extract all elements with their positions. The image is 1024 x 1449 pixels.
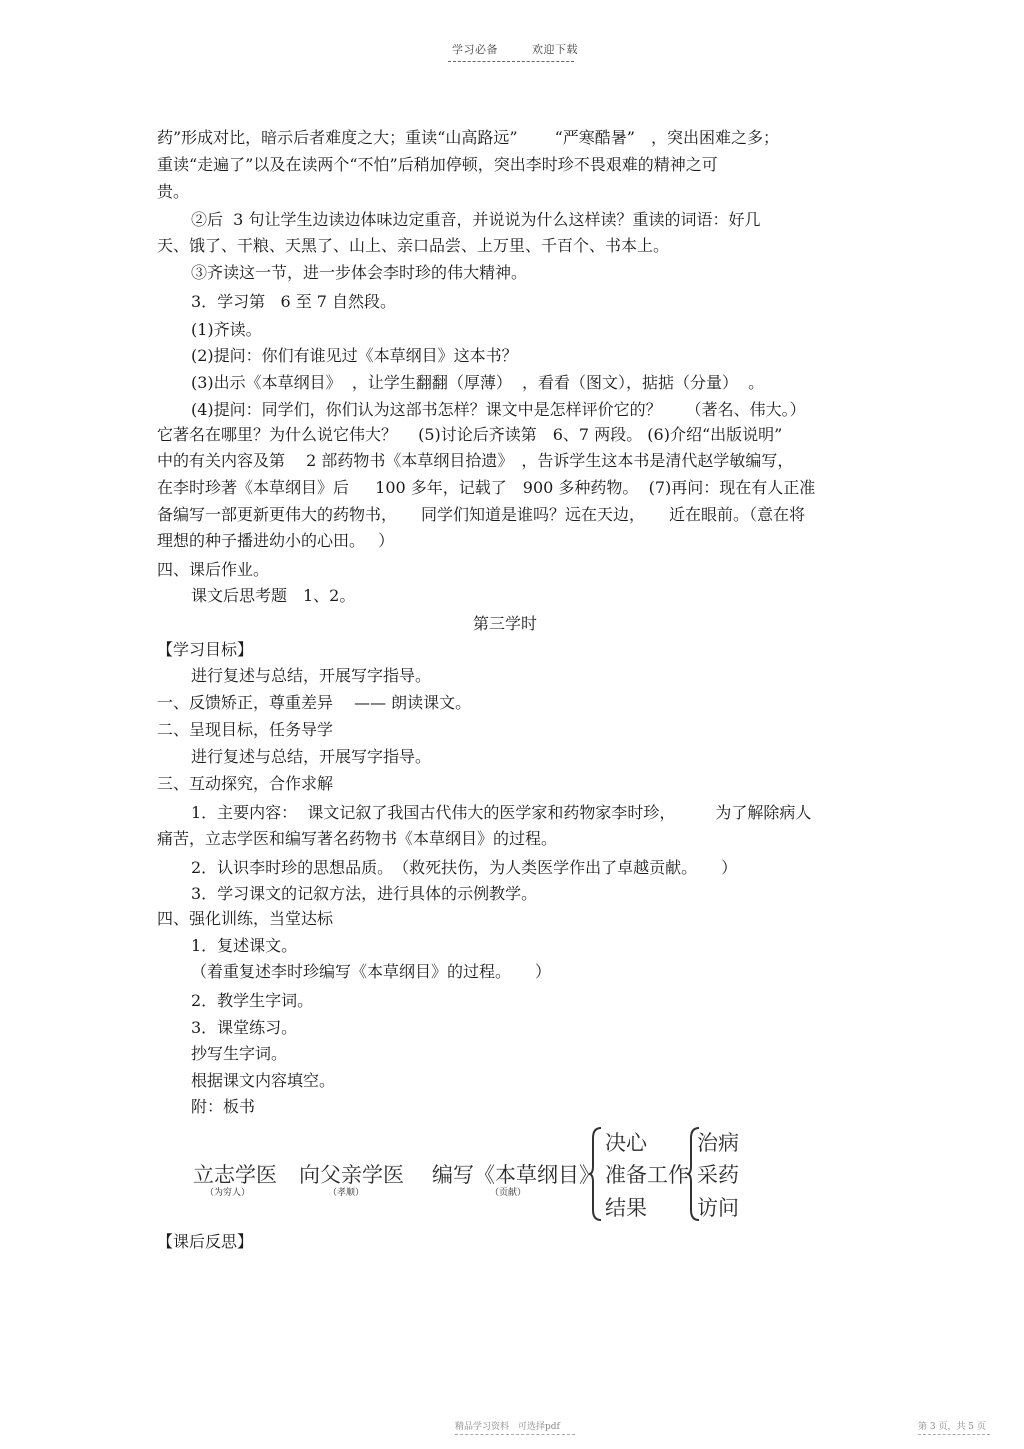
footer-divider <box>918 1434 990 1435</box>
board-item: 向父亲学医 <box>299 1163 404 1187</box>
section-heading: 二、呈现目标，任务导学 <box>157 720 334 739</box>
text-line: 痛苦，立志学医和编写著名药物书《本草纲目》的过程。 <box>157 829 558 848</box>
board-sub: （孝顺） <box>328 1188 365 1198</box>
text-line: 进行复述与总结，开展写字指导。 <box>191 747 432 766</box>
footer-divider <box>455 1434 575 1435</box>
board-col1-item: 决心 <box>605 1131 647 1155</box>
text-line: 贵。 <box>157 182 190 201</box>
text-line: 天、饿了、干粮、天黑了、山上、亲口品尝、上万里、千百个、书本上。 <box>157 236 670 255</box>
text-line: (1)齐读。 <box>191 320 262 339</box>
section-heading: 四、强化训练，当堂达标 <box>157 909 334 928</box>
board-col2-item: 治病 <box>697 1131 739 1155</box>
board-item: 编写《本草纲目》 <box>432 1163 600 1187</box>
text-line: （着重复述李时珍编写《本草纲目》的过程。 ） <box>191 962 552 981</box>
text-line: (2)提问：你们有谁见过《本草纲目》这本书？ <box>191 346 518 365</box>
footer-left: 精品学习资料 可选择pdf <box>455 1422 560 1432</box>
text-line: 2．教学生字词。 <box>191 991 314 1010</box>
page-number: 第 3 页，共 5 页 <box>918 1422 986 1432</box>
text-line: ③齐读这一节，进一步体会李时珍的伟大精神。 <box>191 263 528 282</box>
text-line: 重读“走遍了”以及在读两个“不怕”后稍加停顿，突出李时珍不畏艰难的精神之可 <box>157 155 718 174</box>
board-col1-item: 结果 <box>605 1196 647 1220</box>
board-col2-item: 访问 <box>697 1196 739 1220</box>
board-col2-item: 采药 <box>697 1163 739 1187</box>
header-left: 学习必备 <box>452 43 498 56</box>
board-sub: （贡献） <box>490 1188 527 1198</box>
section-heading: 四、课后作业。 <box>157 560 270 579</box>
section-heading: 一、反馈矫正，尊重差异 —— 朗读课文。 <box>157 693 472 712</box>
lesson-title: 第三学时 <box>473 614 538 633</box>
text-line: 理想的种子播进幼小的心田。 ） <box>157 531 395 550</box>
section-heading: 三、互动探究，合作求解 <box>157 774 334 793</box>
board-col1-item: 准备工作 <box>605 1163 689 1187</box>
page-header <box>452 41 578 57</box>
section-heading: 【学习目标】 <box>157 640 254 659</box>
text-line: 在李时珍著《本草纲目》后 100 多年，记载了 900 多种药物。 (7)再问：现在有人正准 <box>157 478 816 497</box>
text-line: (3)出示《本草纲目》 ，让学生翻翻（厚薄） ，看看（图文），掂掂（分量） 。 <box>191 373 765 392</box>
text-line: ②后 3 句让学生边读边体味边定重音，并说说为什么这样读？重读的词语：好几 <box>191 210 761 229</box>
text-line: 3．学习课文的记叙方法，进行具体的示例教学。 <box>191 884 538 903</box>
text-line: 2．认识李时珍的思想品质。 （救死扶伤，为人类医学作出了卓越贡献。 ） <box>191 858 738 877</box>
board-item: 立志学医 <box>193 1163 277 1187</box>
text-line: 3．学习第 6 至 7 自然段。 <box>191 292 397 311</box>
text-line: 药”形成对比，暗示后者难度之大；重读“山高路远” “严寒酷暑” ，突出困难之多； <box>157 128 779 147</box>
text-line: 1．主要内容： 课文记叙了我国古代伟大的医学家和药物家李时珍， 为了解除病人 <box>191 803 812 822</box>
board-sub: （为穷人） <box>205 1188 251 1198</box>
text-line: (4)提问：同学们，你们认为这部书怎样？课文中是怎样评价它的？ （著名、伟大。） <box>191 400 806 419</box>
text-line: 1．复述课文。 <box>191 936 298 955</box>
text-line: 它著名在哪里？为什么说它伟大？ (5)讨论后齐读第 6、7 两段。 (6)介绍“出版说明” <box>157 425 783 444</box>
text-line: 附：板书 <box>191 1097 256 1116</box>
header-right: 欢迎下载 <box>532 43 578 56</box>
text-line: 根据课文内容填空。 <box>191 1071 336 1090</box>
text-line: 3．课堂练习。 <box>191 1018 298 1037</box>
left-brace-icon <box>588 1126 604 1222</box>
text-line: 进行复述与总结，开展写字指导。 <box>191 666 432 685</box>
text-line: 中的有关内容及第 2 部药物书《本草纲目拾遗》 ，告诉学生这本书是清代赵学敏编写， <box>157 451 794 470</box>
header-divider <box>448 61 574 62</box>
text-line: 备编写一部更新更伟大的药物书， 同学们知道是谁吗？远在天边， 近在眼前。（意在将 <box>157 505 806 524</box>
text-line: 抄写生字词。 <box>191 1044 288 1063</box>
section-heading: 【课后反思】 <box>157 1232 254 1251</box>
text-line: 课文后思考题 1、2。 <box>191 586 356 605</box>
